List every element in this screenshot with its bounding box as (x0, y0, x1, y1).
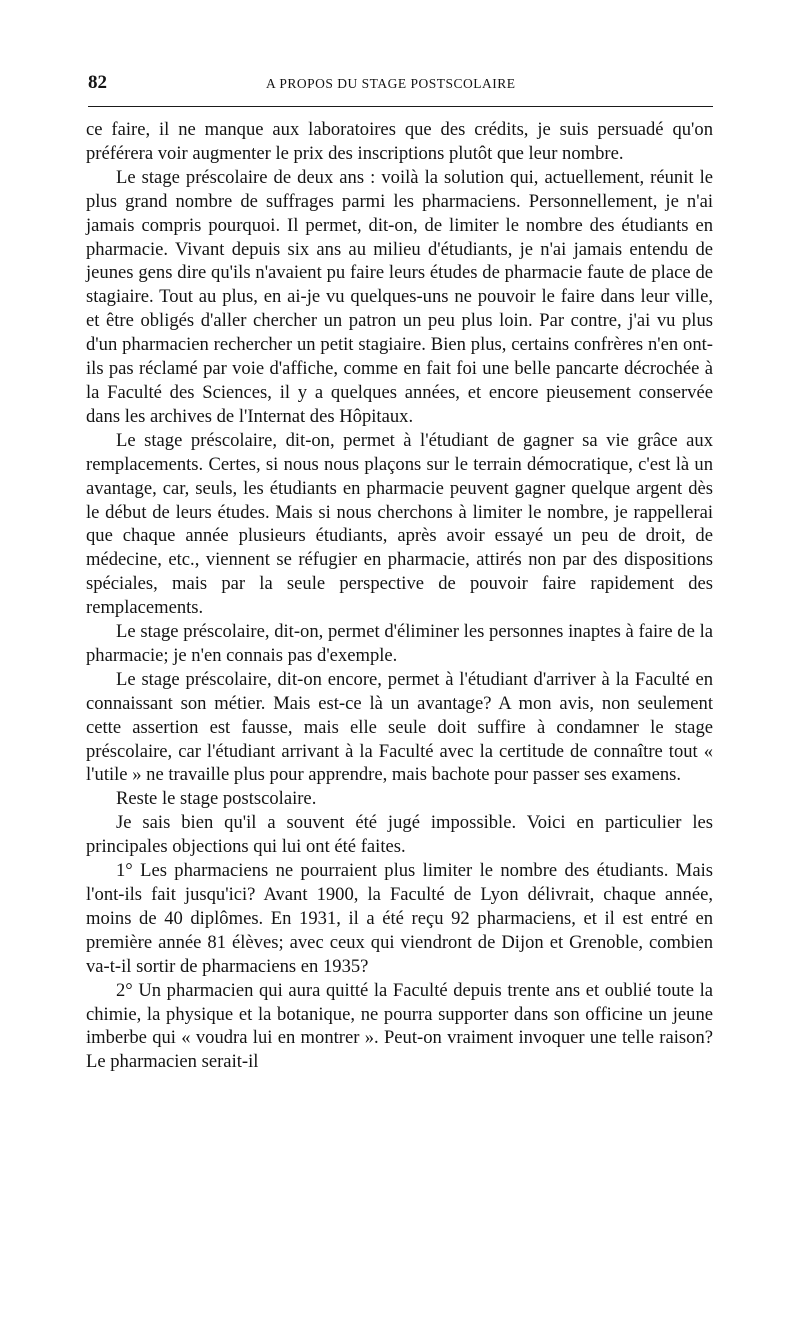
header-rule (88, 106, 713, 107)
body-text (86, 118, 713, 1074)
paragraph: Le stage préscolaire de deux ans : voilà la solution qui, actuellement, réunit le plus grand nombre de suffrages parmi les pharmaciens. Personnellement, je n'ai jamais compris pourquoi. Il permet, dit-on, de limiter le nombre des étudiants en pharmacie. Vivant depuis six ans au milieu d'étudiants, je n'ai jamais entendu de jeunes gens dire qu'ils n'avaient pu faire leurs études de pharmacie faute de place de stagiaire. Tout au plus, en ai-je vu quelques-uns ne pouvoir le faire dans leur ville, et être obligés d'aller chercher un patron un peu plus loin. Par contre, j'ai vu plus d'un pharmacien rechercher un petit stagiaire. Bien plus, certains confrères n'en ont-ils pas réclamé par voie d'affiche, comme en fait foi une belle pancarte décrochée à la Faculté des Sciences, il y a quelques années, et encore pieusement conservée dans les archives de l'Internat des Hôpitaux. (86, 166, 713, 427)
paragraph: ce faire, il ne manque aux laboratoires que des crédits, je suis persuadé qu'on préférera voir augmenter le prix des inscriptions plutôt que leur nombre. (86, 119, 713, 164)
paragraph: 1° Les pharmaciens ne pourraient plus limiter le nombre des étudiants. Mais l'ont-ils fait jusqu'ici? Avant 1900, la Faculté de Lyon délivrait, chaque année, moins de 40 diplômes. En 1931, il a été reçu 92 pharmaciens, et il est entré en première année 81 élèves; avec ceux qui viendront de Dijon et Grenoble, combien va-t-il sortir de pharmaciens en 1935? (86, 860, 713, 977)
paragraph: 2° Un pharmacien qui aura quitté la Faculté depuis trente ans et oublié toute la chimie, la physique et la botanique, ne pourra supporter dans son officine un jeune imberbe qui « voudra lui en montrer ». Peut-on vraiment invoquer une telle raison? Le pharmacien serait-il (86, 979, 713, 1073)
page-header (88, 70, 713, 96)
paragraph: Le stage préscolaire, dit-on encore, permet à l'étudiant d'arriver à la Faculté en connaissant son métier. Mais est-ce là un avantage? A mon avis, non seulement cette assertion est fausse, mais elle seule doit suffire à condamner le stage préscolaire, car l'étudiant arrivant à la Faculté avec la certitude de connaître tout « l'utile » ne travaille plus pour apprendre, mais bachote pour passer ses examens. (86, 668, 713, 786)
paragraph: Le stage préscolaire, dit-on, permet d'éliminer les personnes inaptes à faire de la pharmacie; je n'en connais pas d'exemple. (86, 621, 713, 666)
page-number: 82 (88, 72, 107, 93)
paragraph: Je sais bien qu'il a souvent été jugé impossible. Voici en particulier les principales objections qui lui ont été faites. (86, 812, 713, 858)
paragraph: Reste le stage postscolaire. (116, 788, 317, 810)
running-title: A PROPOS DU STAGE POSTSCOLAIRE (266, 76, 516, 91)
paragraph: Le stage préscolaire, dit-on, permet à l'étudiant de gagner sa vie grâce aux remplacements. Certes, si nous nous plaçons sur le terrain démocratique, c'est là un avantage, car, seuls, les étudiants en pharmacie peuvent gagner quelque argent dès le début de leurs études. Mais si nous cherchons à limiter le nombre, je rappellerai que chaque année plusieurs étudiants, après avoir essayé un peu de droit, de médecine, etc., viennent se réfugier en pharmacie, attirés non par des dispositions spéciales, mais par la seule perspective de pouvoir faire rapidement des remplacements. (86, 429, 713, 619)
